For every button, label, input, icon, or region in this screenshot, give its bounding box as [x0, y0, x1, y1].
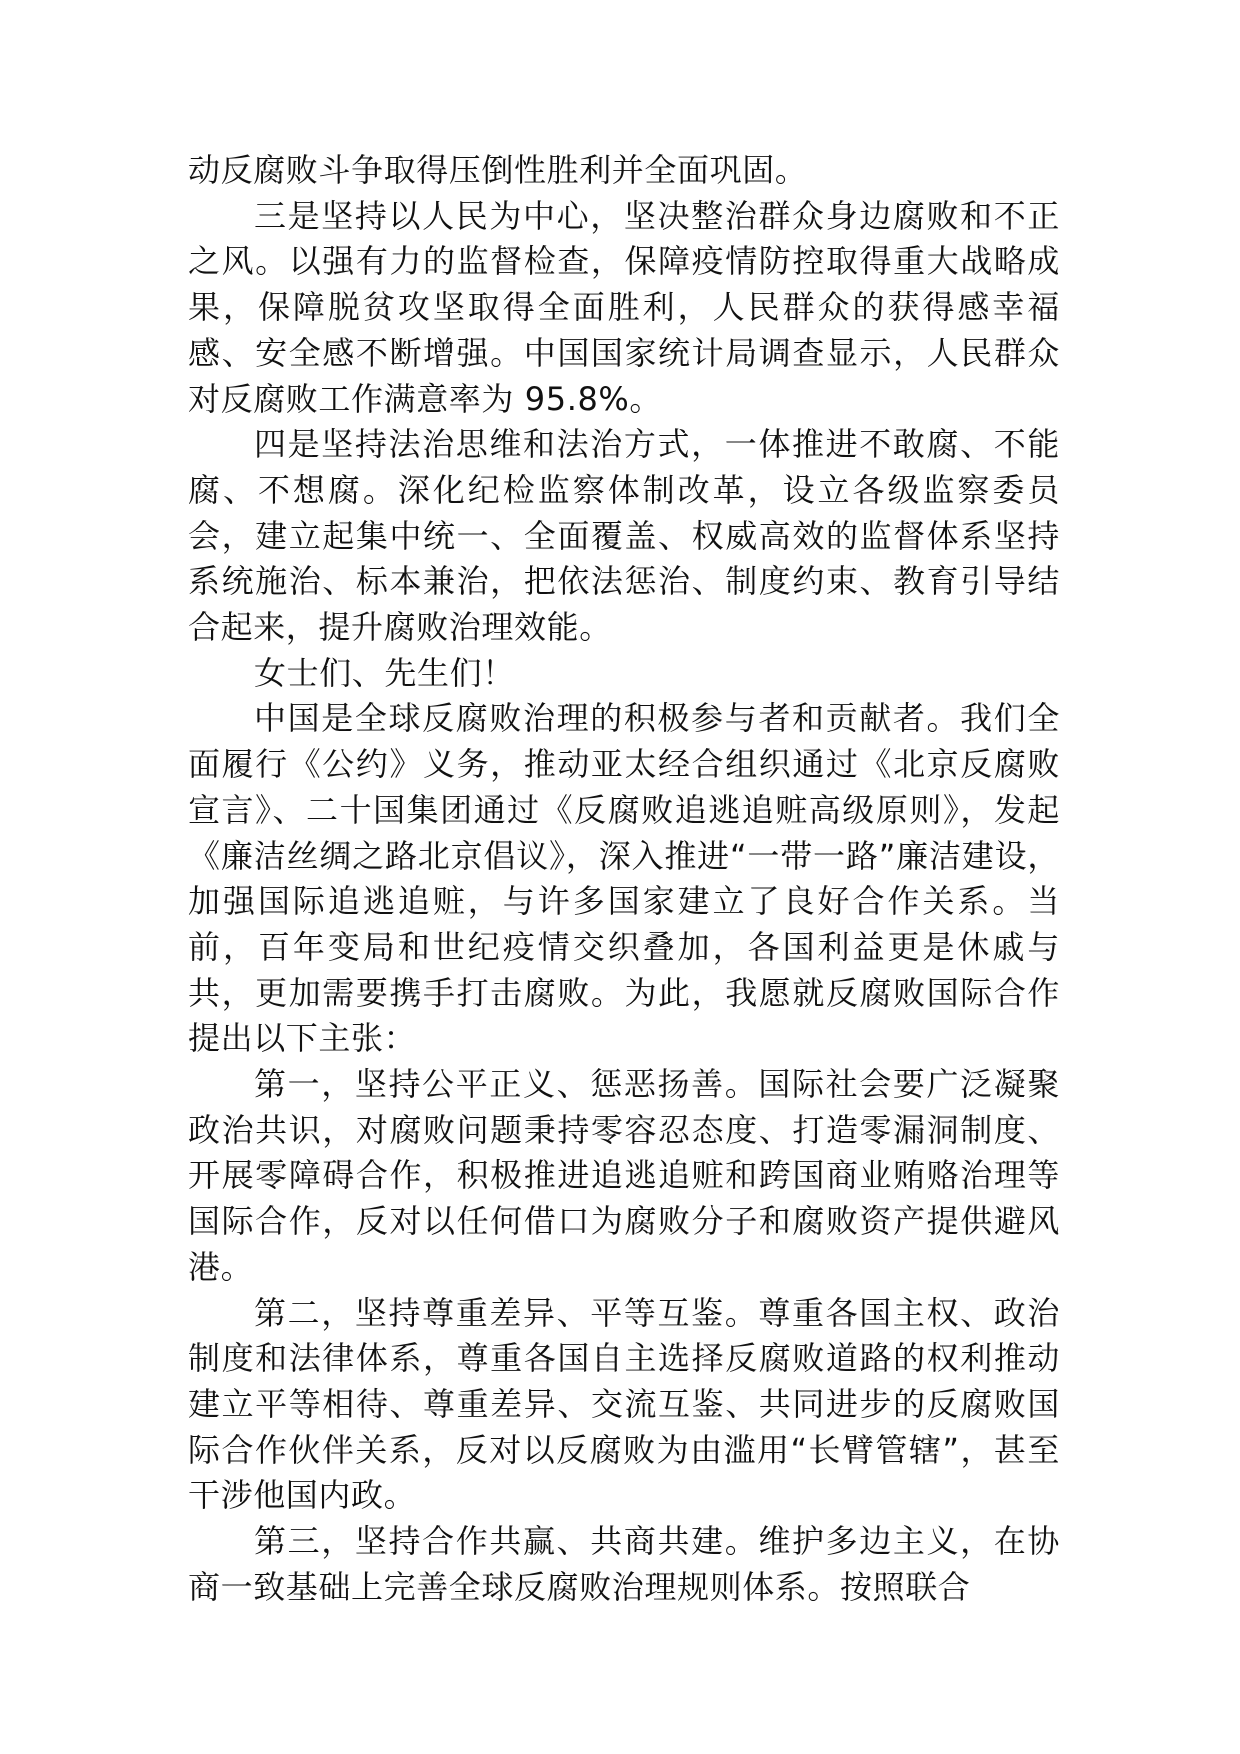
paragraph-greeting: 女士们、先生们！ [254, 653, 515, 692]
paragraph-continuation: 动反腐败斗争取得压倒性胜利并全面巩固。 [188, 151, 808, 189]
paragraph-proposal-third: 第三，坚持合作共赢、共商共建。维护多边主义，在协商一致基础上完善全球反腐败治理规则体系。按照联合 [188, 1522, 1060, 1606]
paragraph-global-governance: 中国是全球反腐败治理的积极参与者和贡献者。我们全面履行《公约》义务，推动亚太经合组织通过《北京反腐败宣言》、二十国集团通过《反腐败追逃追赃高级原则》，发起《廉洁丝绸之路北京倡议》，深入推进“一带一路”廉洁建设，加强国际追逃追赃，与许多国家建立了良好合作关系。当前，百年变局和世纪疫情交织叠加，各国利益更是休戚与共，更加需要携手打击腐败。为此，我愿就反腐败国际合作提出以下主张： [188, 699, 1060, 1058]
paragraph-people-centered: 三是坚持以人民为中心，坚决整治群众身边腐败和不正之风。以强有力的监督检查，保障疫情防控取得重大战略成果，保障脱贫攻坚取得全面胜利，人民群众的获得感幸福感、安全感不断增强。中国国家统计局调查显示，人民群众对反腐败工作满意率为 95.8%。 [188, 196, 1060, 418]
paragraph-rule-of-law: 四是坚持法治思维和法治方式，一体推进不敢腐、不能腐、不想腐。深化纪检监察体制改革，设立各级监察委员会，建立起集中统一、全面覆盖、权威高效的监督体系坚持系统施治、标本兼治，把依法惩治、制度约束、教育引导结合起来，提升腐败治理效能。 [188, 425, 1060, 647]
paragraph-proposal-second: 第二，坚持尊重差异、平等互鉴。尊重各国主权、政治制度和法律体系，尊重各国自主选择反腐败道路的权利推动建立平等相待、尊重差异、交流互鉴、共同进步的反腐败国际合作伙伴关系，反对以反腐败为由滥用“长臂管辖”，甚至干涉他国内政。 [188, 1293, 1060, 1515]
body-text [188, 148, 1060, 1611]
paragraph-proposal-first: 第一，坚持公平正义、惩恶扬善。国际社会要广泛凝聚政治共识，对腐败问题秉持零容忍态度、打造零漏洞制度、开展零障碍合作，积极推进追逃追赃和跨国商业贿赂治理等国际合作，反对以任何借口为腐败分子和腐败资产提供避风港。 [188, 1065, 1060, 1286]
